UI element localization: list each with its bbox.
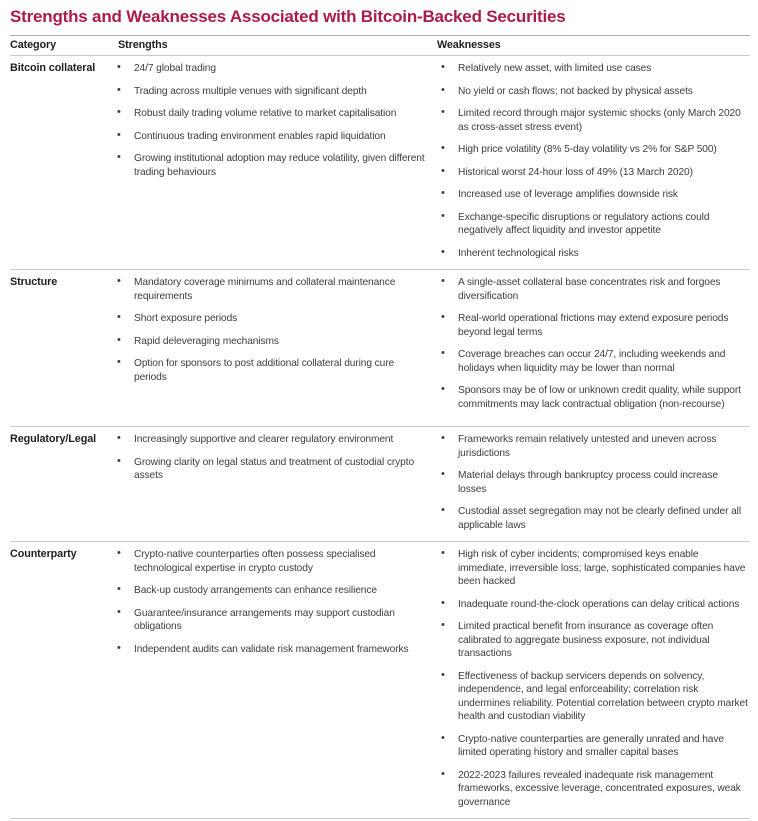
strength-item: • Trading across multiple venues with significant depth — [116, 85, 427, 99]
strengths-list — [116, 433, 427, 483]
strength-item: • Crypto-native counterparties often possess specialised technological expertise in crypto custody — [116, 548, 427, 575]
weakness-item: • Inadequate round-the-clock operations can delay critical actions — [440, 598, 748, 612]
weakness-item: • Sponsors may be of low or unknown credit quality, while support commitments may lack contractual obligation (non-recourse) — [440, 384, 748, 411]
strengths-weaknesses-table — [10, 35, 750, 819]
row-category-label: Regulatory/Legal — [10, 433, 96, 445]
weaknesses-cell — [429, 542, 750, 818]
row-category-label: Structure — [10, 276, 58, 288]
table-header-row — [10, 36, 750, 56]
strengths-cell — [112, 270, 429, 426]
strengths-cell — [112, 542, 429, 818]
strength-item: • Mandatory coverage minimums and collateral maintenance requirements — [116, 276, 427, 303]
table-row — [10, 56, 750, 270]
weakness-item: • Exchange-specific disruptions or regulatory actions could negatively affect liquidity and investor appetite — [440, 211, 748, 238]
weakness-item: • Effectiveness of backup servicers depends on solvency, independence, and legal enforceability; correlation risk undermines reliability. Potential correlation between crypto market health and custodian viability — [440, 670, 748, 724]
column-header-category: Category — [10, 39, 56, 51]
table-row — [10, 542, 750, 819]
weakness-item: • Limited record through major systemic shocks (only March 2020 as cross-asset stress event) — [440, 107, 748, 134]
strength-item: • Option for sponsors to post additional collateral during cure periods — [116, 357, 427, 384]
weakness-item: • 2022-2023 failures revealed inadequate risk management frameworks, excessive leverage, concentrated exposures, weak governance — [440, 769, 748, 810]
weaknesses-list — [440, 548, 748, 809]
strength-item: • Continuous trading environment enables rapid liquidation — [116, 130, 427, 144]
weakness-item: • Crypto-native counterparties are generally unrated and have limited operating history and smaller capital bases — [440, 733, 748, 760]
table-row — [10, 270, 750, 427]
weakness-item: • High risk of cyber incidents; compromised keys enable immediate, irreversible loss; large, sophisticated companies have been hacked — [440, 548, 748, 589]
table-body — [10, 56, 750, 819]
column-header-strengths: Strengths — [118, 39, 168, 51]
weakness-item: • Limited practical benefit from insurance as coverage often calibrated to aggregate business exposure, not individual transactions — [440, 620, 748, 661]
weaknesses-cell — [429, 56, 750, 269]
strengths-list — [116, 62, 427, 179]
weakness-item: • No yield or cash flows; not backed by physical assets — [440, 85, 748, 99]
strength-item: • Growing institutional adoption may reduce volatility, given different trading behaviours — [116, 152, 427, 179]
weaknesses-list — [440, 433, 748, 532]
strength-item: • Back-up custody arrangements can enhance resilience — [116, 584, 427, 598]
weaknesses-cell — [429, 270, 750, 426]
strengths-cell — [112, 56, 429, 269]
strength-item: • Guarantee/insurance arrangements may support custodian obligations — [116, 607, 427, 634]
weakness-item: • Coverage breaches can occur 24/7, including weekends and holidays when liquidity may be lower than normal — [440, 348, 748, 375]
strength-item: • Robust daily trading volume relative to market capitalisation — [116, 107, 427, 121]
weakness-item: • Frameworks remain relatively untested and uneven across jurisdictions — [440, 433, 748, 460]
strength-item: • Rapid deleveraging mechanisms — [116, 335, 427, 349]
strengths-cell — [112, 427, 429, 541]
weakness-item: • Increased use of leverage amplifies downside risk — [440, 188, 748, 202]
strength-item: • Increasingly supportive and clearer regulatory environment — [116, 433, 427, 447]
weakness-item: • A single-asset collateral base concentrates risk and forgoes diversification — [440, 276, 748, 303]
weakness-item: • High price volatility (8% 5-day volatility vs 2% for S&P 500) — [440, 143, 748, 157]
table-row — [10, 427, 750, 542]
strength-item: • 24/7 global trading — [116, 62, 427, 76]
weakness-item: • Real-world operational frictions may extend exposure periods beyond legal terms — [440, 312, 748, 339]
weakness-item: • Historical worst 24-hour loss of 49% (13 March 2020) — [440, 166, 748, 180]
weaknesses-list — [440, 62, 748, 260]
weaknesses-cell — [429, 427, 750, 541]
strength-item: • Short exposure periods — [116, 312, 427, 326]
strength-item: • Growing clarity on legal status and treatment of custodial crypto assets — [116, 456, 427, 483]
weakness-item: • Material delays through bankruptcy process could increase losses — [440, 469, 748, 496]
weaknesses-list — [440, 276, 748, 411]
column-header-weaknesses: Weaknesses — [437, 39, 501, 51]
strengths-list — [116, 276, 427, 384]
weakness-item: • Relatively new asset, with limited use cases — [440, 62, 748, 76]
weakness-item: • Custodial asset segregation may not be clearly defined under all applicable laws — [440, 505, 748, 532]
strength-item: • Independent audits can validate risk management frameworks — [116, 643, 427, 657]
row-category-label: Bitcoin collateral — [10, 62, 96, 74]
weakness-item: • Inherent technological risks — [440, 247, 748, 261]
row-category-label: Counterparty — [10, 548, 77, 560]
strengths-list — [116, 548, 427, 656]
page-title: Strengths and Weaknesses Associated with Bitcoin-Backed Securities — [10, 7, 566, 26]
